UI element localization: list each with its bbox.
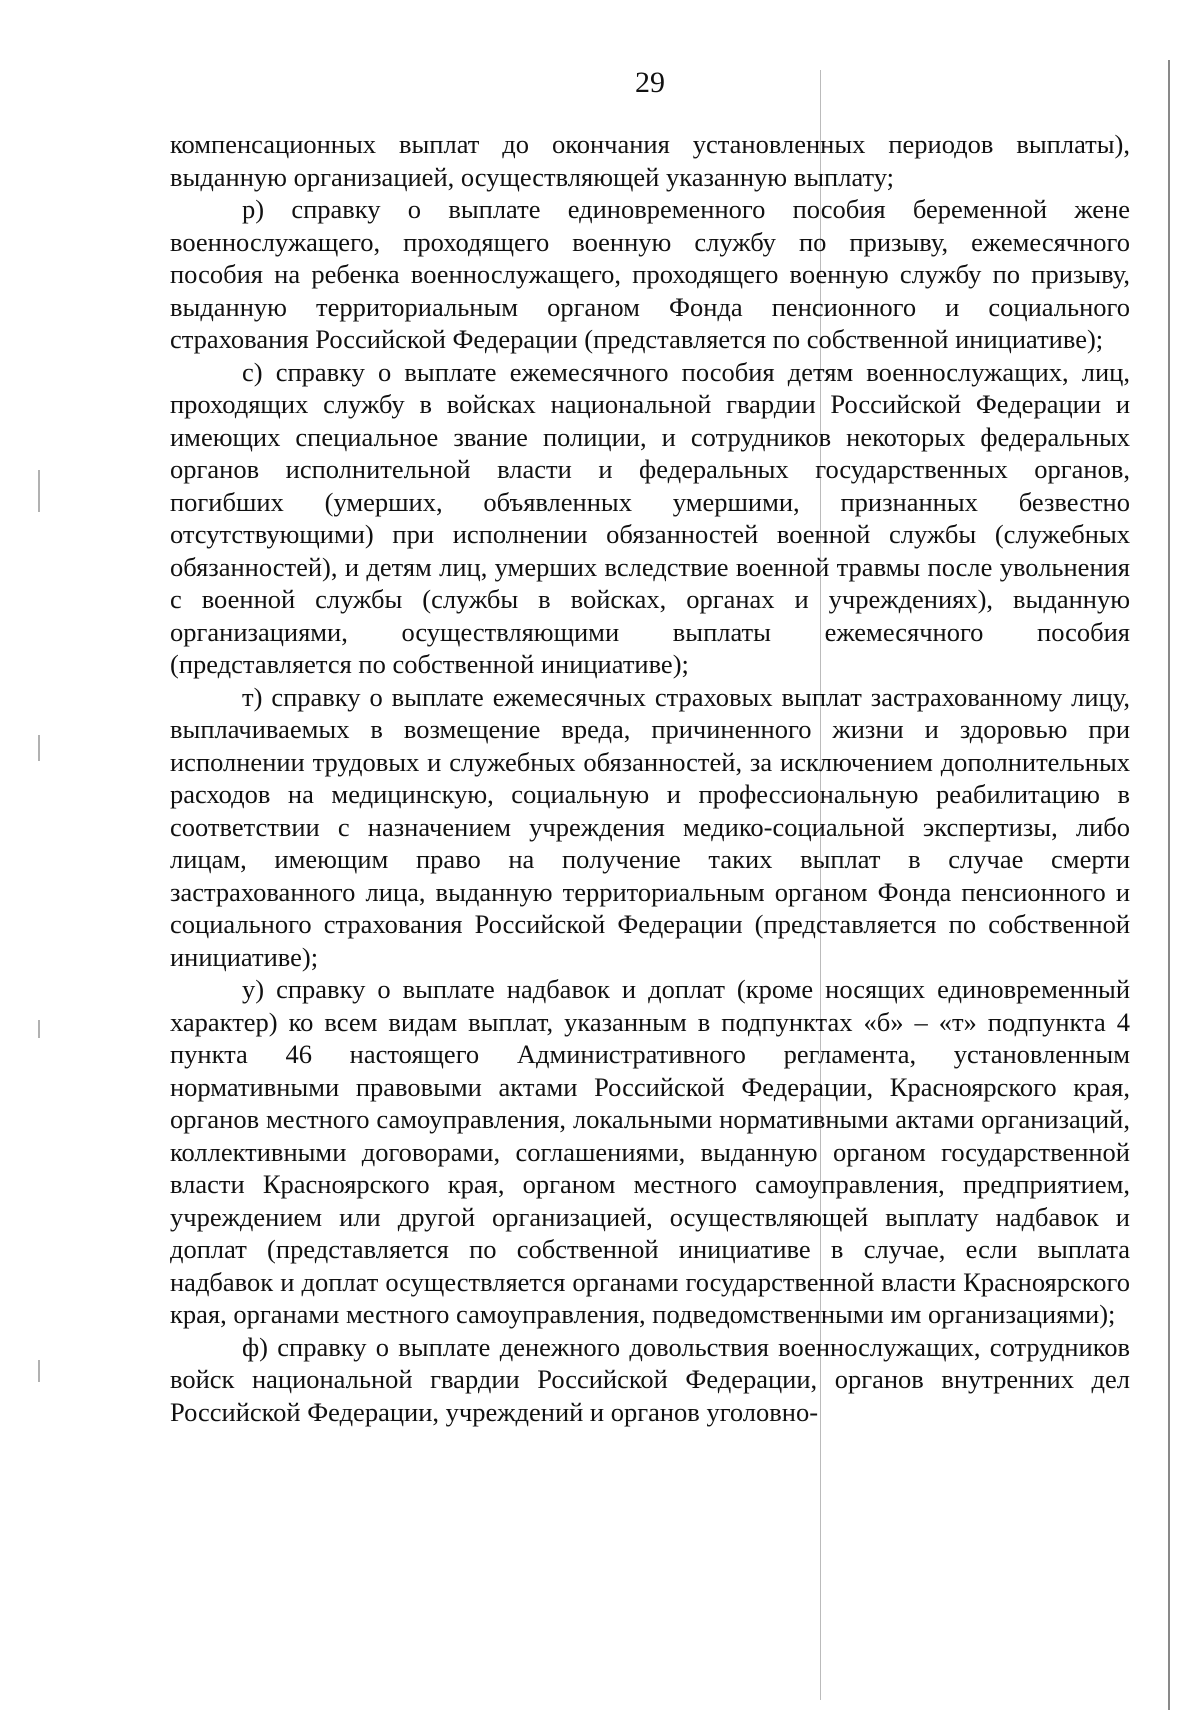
scan-margin-mark	[38, 1360, 40, 1382]
paragraph-item-t: т) справку о выплате ежемесячных страховых выплат застрахованному лицу, выплачиваемых в возмещение вреда, причиненного жизни и здоровью при исполнении трудовых и служебных обязанностей, за исключением дополнительных расходов на медицинскую, социальную и профессиональную реабилитацию в соответствии с назначением учреждения медико-социальной экспертизы, либо лицам, имеющим право на получение таких выплат в случае смерти застрахованного лица, выданную территориальным органом Фонда пенсионного и социального страхования Российской Федерации (представляется по собственной инициативе);	[170, 681, 1130, 972]
scan-edge-line	[1168, 60, 1170, 1710]
paragraph-item-f: ф) справку о выплате денежного довольствия военнослужащих, сотрудников войск национальной гвардии Российской Федерации, органов внутренних дел Российской Федерации, учреждений и органов уголовно-	[170, 1331, 1130, 1427]
page-number: 29	[635, 66, 665, 99]
scan-margin-mark	[38, 470, 40, 512]
paragraph-item-r: р) справку о выплате единовременного пособия беременной жене военнослужащего, проходящего военную службу по призыву, ежемесячного пособия на ребенка военнослужащего, проходящего военную службу по призыву, выданную территориальным органом Фонда пенсионного и социального страхования Российской Федерации (представляется по собственной инициативе);	[170, 194, 1130, 354]
document-body	[170, 128, 1130, 1428]
paragraph-item-s: с) справку о выплате ежемесячного пособия детям военнослужащих, лиц, проходящих службу в войсках национальной гвардии Российской Федерации и имеющих специальное звание полиции, и сотрудников некоторых федеральных органов исполнительной власти и федеральных государственных органов, погибших (умерших, объявленных умершими, признанных безвестно отсутствующими) при исполнении обязанностей военной службы (служебных обязанностей), и детям лиц, умерших вследствие военной травмы после увольнения с военной службы (службы в войсках, органах и учреждениях), выданную организациями, осуществляющими выплаты ежемесячного пособия (представляется по собственной инициативе);	[170, 356, 1130, 679]
paragraph-continuation: компенсационных выплат до окончания установленных периодов выплаты), выданную организацией, осуществляющей указанную выплату;	[170, 129, 1130, 192]
scan-margin-mark	[38, 735, 40, 761]
paragraph-item-u: у) справку о выплате надбавок и доплат (кроме носящих единовременный характер) ко всем видам выплат, указанным в подпунктах «б» – «т» подпункта 4 пункта 46 настоящего Административного регламента, установленным нормативными правовыми актами Российской Федерации, Красноярского края, органов местного самоуправления, локальными нормативными актами организаций, коллективными договорами, соглашениями, выданную органом государственной власти Красноярского края, органом местного самоуправления, предприятием, учреждением или другой организацией, осуществляющей выплату надбавок и доплат (представляется по собственной инициативе в случае, если выплата надбавок и доплат осуществляется органами государственной власти Красноярского края, органами местного самоуправления, подведомственными им организациями);	[170, 974, 1130, 1329]
scan-margin-mark	[38, 1020, 40, 1038]
